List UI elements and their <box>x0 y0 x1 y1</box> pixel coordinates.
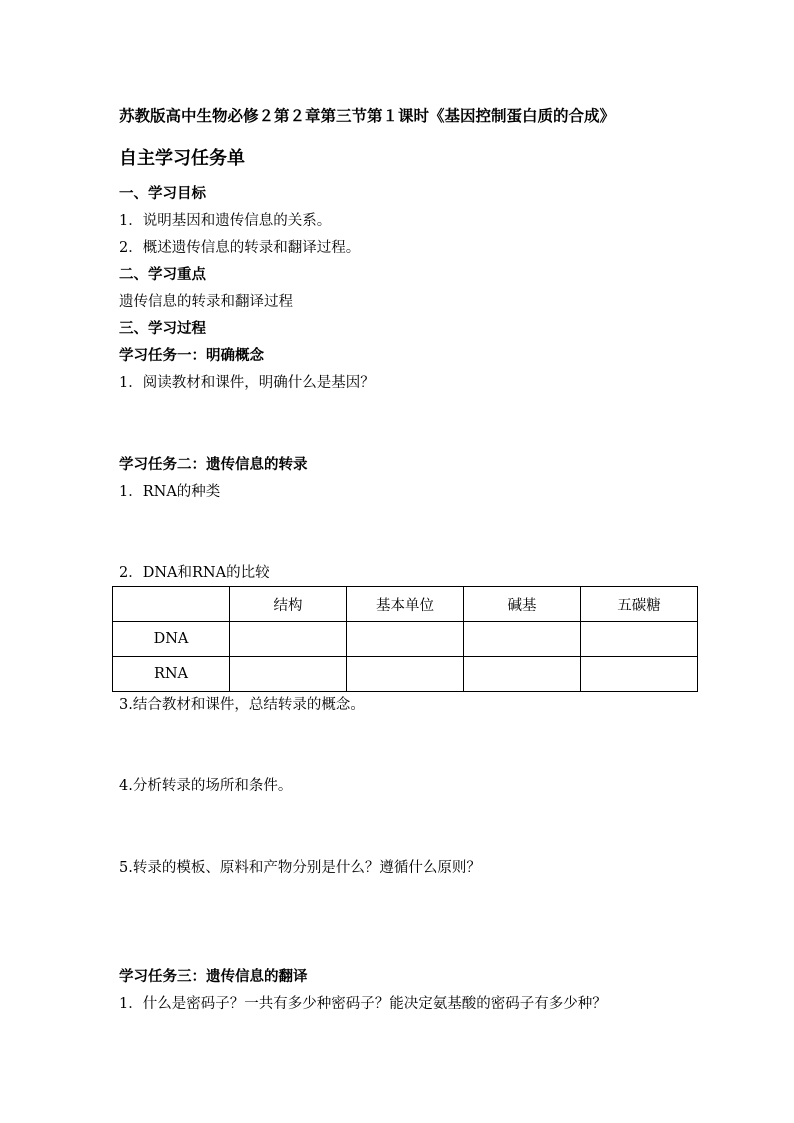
table-header-cell: 基本单位 <box>347 587 464 622</box>
table-header-cell: 五碳糖 <box>581 587 698 622</box>
section-keypoints-heading: 二、学习重点 <box>119 266 206 283</box>
table-cell <box>464 657 581 692</box>
table-header-cell <box>113 587 230 622</box>
table-header-cell: 结构 <box>230 587 347 622</box>
task3-heading: 学习任务三：遗传信息的翻译 <box>119 968 308 985</box>
table-cell <box>347 657 464 692</box>
table-row-label: RNA <box>113 657 230 692</box>
task3-question: 1．什么是密码子？一共有多少种密码子？能决定氨基酸的密码子有多少种？ <box>119 996 607 1012</box>
task2-question: 5.转录的模板、原料和产物分别是什么？遵循什么原则？ <box>119 860 481 876</box>
task2-question: 4.分析转录的场所和条件。 <box>119 778 293 794</box>
section-objectives-heading: 一、学习目标 <box>119 185 206 202</box>
table-cell <box>581 622 698 657</box>
task2-question: 2．DNA和RNA的比较 <box>119 565 270 581</box>
objective-item: 2．概述遗传信息的转录和翻译过程。 <box>119 240 361 256</box>
table-header-cell: 碱基 <box>464 587 581 622</box>
dna-rna-comparison-table <box>112 586 698 692</box>
table-cell <box>464 622 581 657</box>
keypoints-text: 遗传信息的转录和翻译过程 <box>119 294 293 310</box>
task2-heading: 学习任务二：遗传信息的转录 <box>119 456 308 473</box>
table-cell <box>581 657 698 692</box>
task2-question: 3.结合教材和课件，总结转录的概念。 <box>119 697 365 713</box>
worksheet-title: 自主学习任务单 <box>119 148 245 169</box>
table-row <box>113 622 698 657</box>
task1-question: 1．阅读教材和课件，明确什么是基因？ <box>119 375 375 391</box>
task2-question: 1．RNA的种类 <box>119 484 221 500</box>
objective-item: 1．说明基因和遗传信息的关系。 <box>119 213 332 229</box>
table-cell <box>230 622 347 657</box>
document-title: 苏教版高中生物必修２第２章第三节第１课时《基因控制蛋白质的合成》 <box>119 106 616 125</box>
table-row-label: DNA <box>113 622 230 657</box>
table-row <box>113 657 698 692</box>
table-header-row <box>113 587 698 622</box>
task1-heading: 学习任务一：明确概念 <box>119 347 264 364</box>
table-cell <box>347 622 464 657</box>
table-cell <box>230 657 347 692</box>
section-process-heading: 三、学习过程 <box>119 320 206 337</box>
